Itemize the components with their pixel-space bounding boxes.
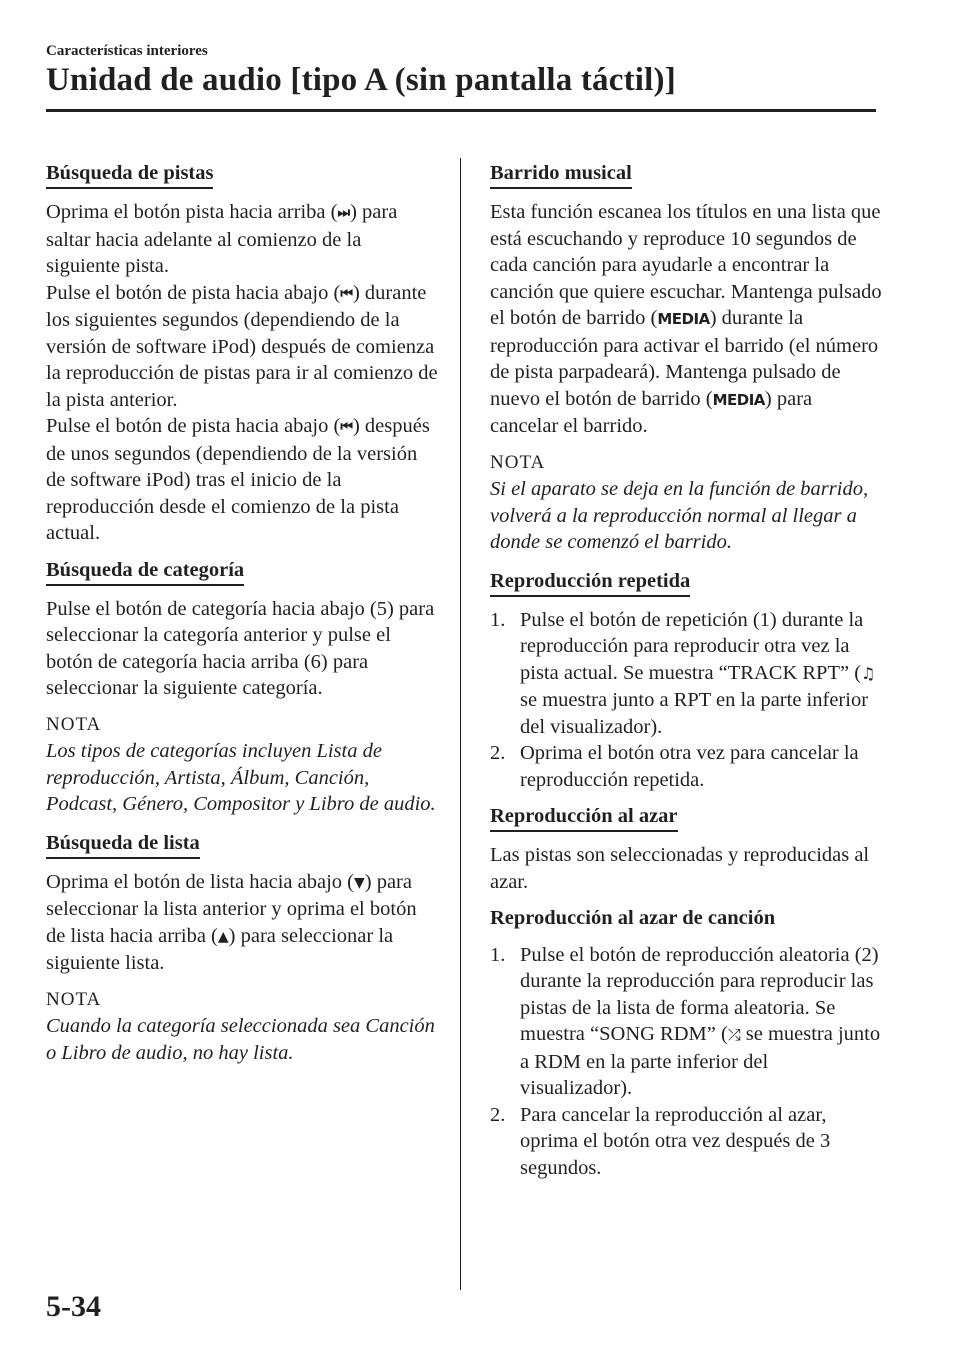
note-label: NOTA xyxy=(490,451,546,473)
list-down-icon: ▼ xyxy=(353,874,365,891)
paragraph-list: Oprima el botón de lista hacia abajo (▼) para seleccionar la lista anterior y oprima el botón de lista hacia arriba (▲) para seleccionar la siguiente lista. xyxy=(46,870,417,974)
page-title: Unidad de audio [tipo A (sin pantalla táctil)] xyxy=(46,62,676,98)
heading-reproduccion-azar: Reproducción al azar xyxy=(490,803,678,832)
list-item: 2. Para cancelar la reproducción al azar, oprima el botón otra vez después de 3 segundos. xyxy=(490,1103,831,1179)
random-symbol-icon: ⤮ xyxy=(727,1025,741,1044)
repeat-steps xyxy=(490,607,882,794)
right-column xyxy=(490,160,882,1191)
paragraph-track-down-1: Pulse el botón de pista hacia abajo (⏮) durante los siguientes segundos (dependiendo de la versión de software iPod) después de comienza la reproducción de pistas para ir al comienzo de la pista anterior. xyxy=(46,281,438,411)
section-label: Características interiores xyxy=(46,43,208,59)
note-label: NOTA xyxy=(46,713,102,735)
heading-barrido-musical: Barrido musical xyxy=(490,160,632,189)
heading-busqueda-categoria: Búsqueda de categoría xyxy=(46,557,244,586)
paragraph-category: Pulse el botón de categoría hacia abajo (5) para seleccionar la categoría anterior y pulse el botón de categoría hacia arriba (6) para seleccionar la siguiente categoría. xyxy=(46,597,435,699)
note-text: Cuando la categoría seleccionada sea Canción o Libro de audio, no hay lista. xyxy=(46,1015,435,1064)
note-label: NOTA xyxy=(46,988,102,1010)
paragraph-scan: Esta función escanea los títulos en una lista que está escuchando y reproduce 10 segundos de cada canción para ayudarle a encontrar la canción que quiere escuchar. Mantenga pulsado el botón de barrido (MEDIA) durante la reproducción para activar el barrido (el número de pista parpadeará). Mantenga pulsado de nuevo el botón de barrido (MEDIA) para cancelar el barrido. xyxy=(490,201,882,437)
subheading-random-song: Reproducción al azar de canción xyxy=(490,907,776,929)
page-number: 5-34 xyxy=(46,1290,101,1323)
track-up-icon: ⏭ xyxy=(337,205,351,221)
repeat-symbol-icon: ♫ xyxy=(861,663,876,683)
paragraph-track-down-2: Pulse el botón de pista hacia abajo (⏮) después de unos segundos (dependiendo de la versión de software iPod) tras el inicio de la reproducción desde el comienzo de la pista actual. xyxy=(46,415,430,544)
paragraph-random: Las pistas son seleccionadas y reproducidas al azar. xyxy=(490,844,870,893)
track-down-icon: ⏮ xyxy=(340,285,353,302)
note-text: Los tipos de categorías incluyen Lista de reproducción, Artista, Álbum, Canción, Podcast, Género, Compositor y Libro de audio. xyxy=(46,740,436,815)
heading-reproduccion-repetida: Reproducción repetida xyxy=(490,568,690,597)
heading-busqueda-lista: Búsqueda de lista xyxy=(46,830,200,859)
list-item: 1. Pulse el botón de reproducción aleatoria (2) durante la reproducción para reproducir las pistas de la lista de forma aleatoria. Se muestra “SONG RDM” (⤮ se muestra junto a RDM en la parte inferior del visualizador). xyxy=(490,943,881,1099)
media-button-icon: MEDIA xyxy=(657,310,710,328)
track-down-icon: ⏮ xyxy=(340,419,353,435)
media-button-icon: MEDIA xyxy=(712,390,765,409)
column-divider xyxy=(460,158,461,1290)
heading-busqueda-pistas: Búsqueda de pistas xyxy=(46,160,213,189)
note-text: Si el aparato se deja en la función de barrido, volverá a la reproducción normal al llegar a donde se comenzó el barrido. xyxy=(490,478,869,553)
list-item: 1. Pulse el botón de repetición (1) durante la reproducción para reproducir otra vez la pista actual. Se muestra “TRACK RPT” (♫se muestra junto a RPT en la parte inferior del visualizador). xyxy=(490,608,876,738)
list-item: 2. Oprima el botón otra vez para cancelar la reproducción repetida. xyxy=(490,742,859,791)
random-steps xyxy=(490,942,882,1182)
header-rule xyxy=(46,109,876,112)
list-up-icon: ▲ xyxy=(217,928,229,945)
paragraph-track-up: Oprima el botón pista hacia arriba (⏭) para saltar hacia adelante al comienzo de la siguiente pista. xyxy=(46,201,398,277)
left-column xyxy=(46,160,438,1078)
